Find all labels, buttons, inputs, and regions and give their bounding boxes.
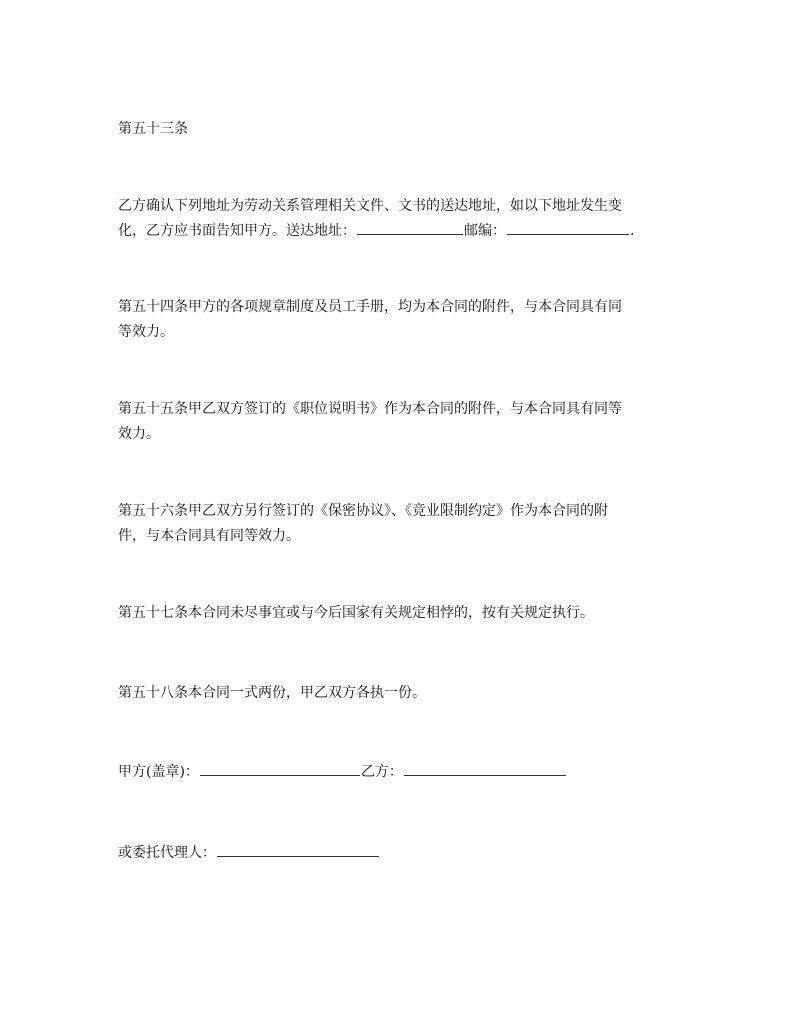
party-b-label: 乙方： bbox=[360, 764, 403, 780]
signature-row bbox=[118, 760, 684, 785]
article-54-line-1: 第五十四条甲方的各项规章制度及员工手册，均为本合同的附件，与本合同具有同 bbox=[118, 299, 622, 315]
agent-label: 或委托代理人： bbox=[118, 845, 216, 861]
article-58-text: 第五十八条本合同一式两份，甲乙双方各执一份。 bbox=[118, 685, 426, 701]
article-54 bbox=[118, 295, 684, 345]
article-55 bbox=[118, 397, 684, 447]
article-57 bbox=[118, 601, 684, 626]
article-53-heading: 第五十三条 bbox=[118, 121, 188, 137]
article-53-body bbox=[118, 194, 684, 244]
party-a-signature-blank[interactable] bbox=[200, 761, 360, 776]
article-53-line-2 bbox=[118, 219, 684, 244]
line-end-period: . bbox=[630, 223, 635, 239]
signature-line-parties bbox=[118, 760, 684, 785]
article-56-line-1: 第五十六条甲乙双方另行签订的《保密协议》、《竞业限制约定》作为本合同的附 bbox=[118, 503, 608, 519]
delivery-address-blank[interactable] bbox=[357, 220, 463, 235]
article-58 bbox=[118, 681, 684, 706]
party-b-signature-blank[interactable] bbox=[404, 761, 566, 776]
agent-row bbox=[118, 841, 684, 866]
article-55-line-1: 第五十五条甲乙双方签订的《职位说明书》作为本合同的附件，与本合同具有同等 bbox=[118, 401, 622, 417]
article-53-line-1: 乙方确认下列地址为劳动关系管理相关文件、文书的送达地址，如以下地址发生变 bbox=[118, 198, 622, 214]
article-54-line-2: 等效力。 bbox=[118, 324, 174, 340]
signature-line-agent bbox=[118, 841, 684, 866]
article-55-line-2: 效力。 bbox=[118, 426, 160, 442]
party-a-label: 甲方(盖章)： bbox=[118, 764, 199, 780]
delivery-address-label: 化，乙方应书面告知甲方。送达地址： bbox=[118, 223, 356, 239]
article-57-text: 第五十七条本合同未尽事宜或与今后国家有关规定相悖的，按有关规定执行。 bbox=[118, 605, 594, 621]
article-56-line-2: 件，与本合同具有同等效力。 bbox=[118, 528, 300, 544]
article-56 bbox=[118, 499, 684, 549]
article-53-title bbox=[118, 117, 684, 142]
postcode-blank[interactable] bbox=[507, 220, 629, 235]
postcode-label: 邮编： bbox=[464, 223, 506, 239]
agent-signature-blank[interactable] bbox=[217, 842, 379, 857]
